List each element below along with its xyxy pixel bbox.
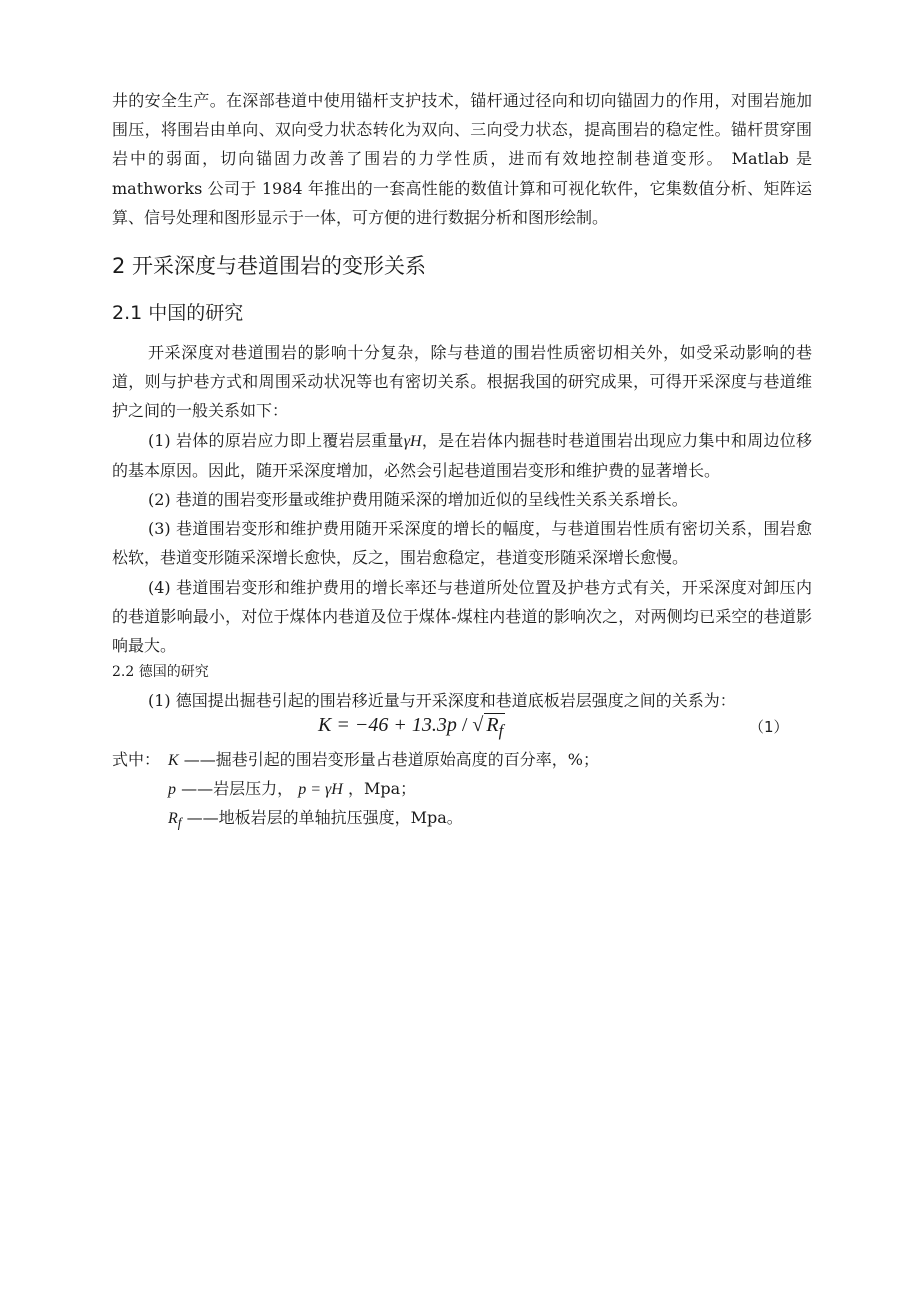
definition-k bbox=[112, 745, 812, 774]
symbol-r-sub-f: f bbox=[177, 815, 182, 831]
formula bbox=[318, 713, 505, 742]
section-2-2-item-1: (1) 德国提出掘巷引起的围岩移近量与开采深度和巷道底板岩层强度之间的关系为： bbox=[148, 691, 736, 711]
formula-sub-f: f bbox=[498, 721, 504, 741]
item-1-rest: ，是在岩体内掘巷时巷道围岩出现应力集中和周边位移的基本原因。因此，随开采深度增加，必然会引起巷道围岩变形和维护费的显著增长。 bbox=[112, 430, 812, 480]
formula-left: K = −46 + 13.3 bbox=[318, 714, 447, 737]
section-2-1-item-3: (3) 巷道围岩变形和维护费用随开采深度的增长的幅度，与巷道围岩性质有密切关系，围岩愈松软，巷道变形随采深增长愈快，反之，围岩愈稳定，巷道变形随采深增长愈慢。 bbox=[112, 519, 812, 568]
section-2-1-heading: 2.1 中国的研究 bbox=[112, 302, 244, 325]
formula-r: R bbox=[486, 714, 499, 737]
definition-p-unit: ，Mpa； bbox=[347, 779, 417, 799]
symbol-k: K bbox=[168, 752, 179, 770]
where-label: 式中： bbox=[112, 750, 161, 770]
definition-p-equation: p = γH bbox=[298, 781, 343, 799]
symbol-r: R bbox=[168, 810, 178, 828]
definition-p-text: ——岩层压力， bbox=[181, 779, 294, 799]
sqrt-icon: √ bbox=[472, 714, 484, 737]
section-2-1-item-2: (2) 巷道的围岩变形量或维护费用随采深的增加近似的呈线性关系关系增长。 bbox=[148, 490, 688, 510]
section-2-1-item-1 bbox=[112, 426, 812, 485]
formula-number: （1） bbox=[749, 718, 789, 737]
symbol-p: p bbox=[168, 781, 176, 799]
formula-p: p bbox=[446, 714, 457, 737]
definition-r bbox=[112, 803, 812, 832]
definition-k-text: ——掘巷引起的围岩变形量占巷道原始高度的百分率，%； bbox=[183, 750, 599, 770]
item-1-lead: (1) 岩体的原岩应力即上覆岩层重量 bbox=[148, 430, 404, 450]
section-2-1-item-4: (4) 巷道围岩变形和维护费用的增长率还与巷道所处位置及护巷方式有关，开采深度对卸压内的巷道影响最小，对位于煤体内巷道及位于煤体-煤柱内巷道的影响次之，对两侧均已采空的巷道影响最大。 bbox=[112, 577, 812, 656]
formula-row bbox=[112, 713, 812, 745]
definition-p bbox=[112, 774, 812, 803]
gamma-h-math: γH bbox=[403, 432, 422, 450]
definition-r-text: ——地板岩层的单轴抗压强度，Mpa。 bbox=[186, 808, 463, 828]
formula-radicand bbox=[484, 713, 505, 742]
section-2-heading: 2 开采深度与巷道围岩的变形关系 bbox=[112, 254, 427, 279]
document-content bbox=[112, 86, 812, 832]
section-2-2-heading: 2.2 德国的研究 bbox=[112, 664, 209, 681]
intro-paragraph: 井的安全生产。在深部巷道中使用锚杆支护技术，锚杆通过径向和切向锚固力的作用，对围岩施加围压，将围岩由单向、双向受力状态转化为双向、三向受力状态，提高围岩的稳定性。锚杆贯穿围岩中的弱面，切向锚固力改善了围岩的力学性质，进而有效地控制巷道变形。 Matlab 是 mathworks 公司于 1984 年推出的一套高性能的数值计算和可视化软件，它集数值分析、矩阵运算、信号处理和图形显示于一体，可方便的进行数据分析和图形绘制。 bbox=[112, 91, 812, 227]
formula-slash: / bbox=[456, 714, 473, 737]
section-2-1-intro: 开采深度对巷道围岩的影响十分复杂，除与巷道的围岩性质密切相关外，如受采动影响的巷道，则与护巷方式和周围采动状况等也有密切关系。根据我国的研究成果，可得开采深度与巷道维护之间的一般关系如下： bbox=[112, 343, 812, 421]
symbol-definitions bbox=[112, 745, 812, 832]
